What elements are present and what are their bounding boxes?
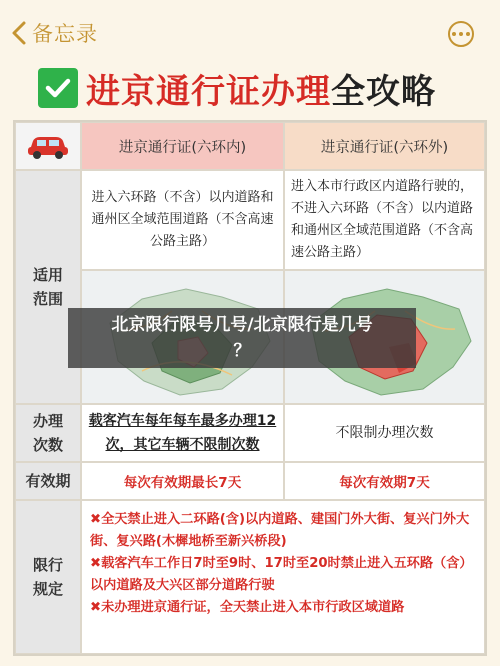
restrict-label-cell xyxy=(15,500,81,654)
page-title xyxy=(38,66,436,110)
validity-inner-text: 每次有效期最长7天 xyxy=(123,475,242,491)
caption-line2: ？ xyxy=(233,341,251,361)
rule-1: ✖全天禁止进入二环路(含)以内道路、建国门外大街、复兴门外大街、复兴路(木樨地桥至新兴桥段) xyxy=(90,512,470,549)
restrict-rules-cell xyxy=(81,500,485,654)
header-inner-ring xyxy=(81,122,284,170)
chevron-left-icon xyxy=(10,20,28,46)
cross-mark-icon: ✖ xyxy=(90,512,102,527)
scope-outer-text: 进入本市行政区内道路行驶的，不进入六环路（不含）以内道路和通州区全域范围道路（不含高速公路主路） xyxy=(291,179,474,260)
car-icon-cell xyxy=(15,122,81,170)
scope-outer-text-cell xyxy=(284,170,485,270)
header-inner-label: 进京通行证(六环内) xyxy=(118,139,247,156)
caption-overlay xyxy=(68,308,416,368)
validity-outer-cell xyxy=(284,462,485,500)
scope-inner-text: 进入六环路（不含）以内道路和通州区全域范围道路（不含高速公路主路） xyxy=(91,190,274,249)
cross-mark-icon: ✖ xyxy=(90,600,102,615)
times-label: 办理次数 xyxy=(32,412,63,454)
guide-table xyxy=(13,120,487,656)
times-inner-cell xyxy=(81,404,284,462)
checkmark-icon xyxy=(38,68,78,108)
times-outer-cell xyxy=(284,404,485,462)
validity-label: 有效期 xyxy=(25,472,71,490)
title-part2: 全攻略 xyxy=(331,71,436,112)
header-outer-label: 进京通行证(六环外) xyxy=(320,139,449,156)
top-bar xyxy=(0,0,500,62)
scope-label-cell xyxy=(15,170,81,404)
rule-3: ✖未办理进京通行证，全天禁止进入本市行政区域道路 xyxy=(90,600,405,615)
validity-inner-cell xyxy=(81,462,284,500)
validity-label-cell xyxy=(15,462,81,500)
back-button[interactable] xyxy=(10,18,98,48)
restrict-label: 限行规定 xyxy=(32,556,63,598)
back-label: 备忘录 xyxy=(32,22,98,46)
caption-line1: 北京限行限号几号/北京限行是几号 xyxy=(111,315,373,335)
header-outer-ring xyxy=(284,122,485,170)
times-inner-text: 载客汽车每年每车最多办理12次，其它车辆不限制次数 xyxy=(88,413,277,453)
title-part1: 进京通行证办理 xyxy=(86,71,331,112)
rule-2: ✖载客汽车工作日7时至9时、17时至20时禁止进入五环路（含）以内道路及大兴区部分道路行驶 xyxy=(90,556,473,593)
cross-mark-icon: ✖ xyxy=(90,556,102,571)
validity-outer-text: 每次有效期7天 xyxy=(339,475,430,491)
scope-label: 适用范围 xyxy=(32,266,63,308)
scope-inner-text-cell xyxy=(81,170,284,270)
car-icon xyxy=(26,132,70,160)
times-outer-text: 不限制办理次数 xyxy=(335,425,434,441)
ellipsis-icon[interactable] xyxy=(448,21,474,47)
times-label-cell xyxy=(15,404,81,462)
